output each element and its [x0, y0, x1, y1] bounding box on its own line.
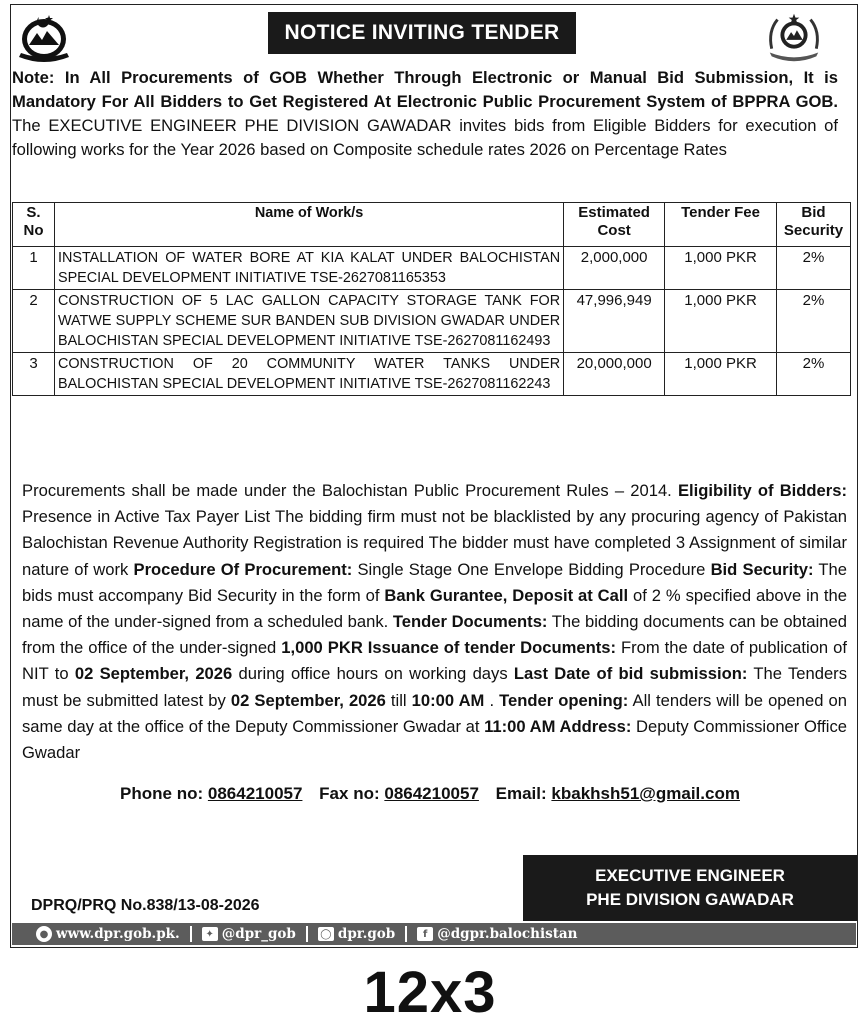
signatory-division: PHE DIVISION GAWADAR [586, 890, 794, 909]
procurement-rules-text: Procurements shall be made under the Balochistan Public Procurement Rules – 2014. [22, 481, 678, 500]
fax-number[interactable]: 0864210057 [384, 784, 479, 803]
issuance-date: 02 September, 2026 [74, 664, 233, 684]
row-sno: 3 [13, 353, 55, 396]
row-work-name: INSTALLATION OF WATER BORE AT KIA KALAT UNDER BALOCHISTAN SPECIAL DEVELOPMENT INITIATIVE TSE-2627081165353 [54, 247, 563, 290]
row-work-name: CONSTRUCTION OF 20 COMMUNITY WATER TANKS UNDER BALOCHISTAN SPECIAL DEVELOPMENT INITIATIVE TSE-2627081162243 [54, 353, 563, 396]
tender-documents-text: The bidding documents can be obtained from the office of the under-signed [22, 612, 847, 658]
intro-text: The EXECUTIVE ENGINEER PHE DIVISION GAWADAR invites bids from Eligible Bidders for execution of following works for the Year 2026 based on Composite schedule rates 2026 on Percentage Rates [12, 116, 838, 159]
ad-size-label: 12x3 [363, 960, 497, 1024]
phone-number[interactable]: 0864210057 [207, 784, 303, 803]
footer-facebook[interactable] [417, 926, 577, 942]
document-fee: 1,000 PKR [281, 638, 363, 658]
eligibility-text: Presence in Active Tax Payer List The bidding firm must not be blacklisted by any procuring agency of Pakistan Balochistan Revenue Authority Registration is required The bidder must have completed 3 Assignment of similar nature of work [22, 507, 847, 579]
row-bid-security: 2% [776, 290, 850, 353]
footer-twitter-text: @dpr_gob [221, 926, 296, 942]
footer-divider [190, 926, 192, 942]
footer-web-text: www.dpr.gob.pk. [56, 926, 180, 942]
bid-security-text-2: of 2 % specified above in the name of the under-signed from a scheduled bank. [22, 585, 847, 632]
table-row [13, 247, 851, 290]
last-date-label: Last Date of bid submission: [513, 664, 748, 684]
footer-web[interactable] [36, 926, 180, 942]
works-table [12, 202, 851, 396]
page-title-text: NOTICE INVITING TENDER [284, 21, 560, 44]
address-label: Address: [555, 716, 632, 736]
footer-divider [405, 926, 407, 942]
issuance-text-2: during office hours on working days [232, 664, 514, 684]
instagram-icon: ◯ [318, 927, 334, 941]
signatory-title: EXECUTIVE ENGINEER [595, 866, 785, 885]
signature-block [523, 855, 857, 921]
registration-note: Note: In All Procurements of GOB Whether Through Electronic or Manual Bid Submission, It is Mandatory For All Bidders to Get Registered At Electronic Public Procurement System of BPPRA GOB. [12, 68, 838, 111]
row-sno: 2 [13, 290, 55, 353]
issuance-label: Issuance of tender Documents: [362, 638, 617, 658]
row-bid-security: 2% [776, 353, 850, 396]
row-work-name: CONSTRUCTION OF 5 LAC GALLON CAPACITY STORAGE TANK FOR WATWE SUPPLY SCHEME SUR BANDEN SUB DIVISION GWADAR UNDER BALOCHISTAN SPECIAL DEVELOPMENT INITIATIVE TSE-2627081162493 [54, 290, 563, 353]
twitter-icon: ✦ [202, 927, 218, 941]
last-date-value: 02 September, 2026 [230, 690, 386, 710]
globe-icon: ● [36, 926, 52, 942]
last-time-value: 10:00 AM [411, 690, 485, 710]
contact-line [0, 782, 860, 806]
column-header-name: Name of Work/s [54, 203, 563, 247]
footer-instagram-text: dpr.gob [337, 926, 396, 942]
fax-label: Fax no: [319, 784, 380, 803]
procedure-text: Single Stage One Envelope Bidding Procedure [352, 559, 711, 579]
row-tender-fee: 1,000 PKR [665, 290, 777, 353]
footer-facebook-text: @dgpr.balochistan [437, 926, 578, 942]
tender-opening-time: 11:00 AM [484, 716, 556, 736]
last-date-dot: . [484, 690, 500, 710]
last-date-text: The Tenders must be submitted latest by [22, 664, 847, 710]
phone-label: Phone no: [120, 784, 204, 803]
last-date-till: till [385, 690, 412, 710]
row-estimated-cost: 47,996,949 [564, 290, 665, 353]
balochistan-government-emblem-icon [12, 8, 76, 66]
procurement-details [22, 478, 847, 766]
row-tender-fee: 1,000 PKR [665, 247, 777, 290]
email-label: Email: [495, 784, 547, 803]
footer-twitter[interactable] [202, 926, 296, 942]
footer-instagram[interactable] [318, 926, 395, 942]
row-estimated-cost: 20,000,000 [564, 353, 665, 396]
bid-security-label: Bid Security: [710, 559, 814, 579]
column-header-fee: Tender Fee [665, 203, 777, 247]
table-header-row [13, 203, 851, 247]
table-row [13, 353, 851, 396]
eligibility-label: Eligibility of Bidders: [677, 481, 847, 500]
column-header-cost: Estimated Cost [564, 203, 665, 247]
page-title [268, 12, 576, 54]
footer-divider [306, 926, 308, 942]
address-text: Deputy Commissioner Office Gwadar [22, 716, 847, 763]
column-header-security: Bid Security [776, 203, 850, 247]
column-header-sno: S. No [13, 203, 55, 247]
row-estimated-cost: 2,000,000 [564, 247, 665, 290]
row-tender-fee: 1,000 PKR [665, 353, 777, 396]
table-row [13, 290, 851, 353]
tender-opening-text: All tenders will be opened on same day at the office of the Deputy Commissioner Gwadar at [22, 690, 847, 736]
bid-security-text: The bids must accompany Bid Security in the form of [22, 559, 847, 605]
balochistan-government-seal-icon [762, 8, 826, 66]
facebook-icon: f [417, 927, 433, 941]
procedure-label: Procedure Of Procurement: [133, 559, 353, 579]
social-footer [12, 923, 856, 945]
bid-security-form: Bank Gurantee, Deposit at Call [384, 585, 629, 605]
row-sno: 1 [13, 247, 55, 290]
intro-paragraph [12, 66, 838, 162]
dprq-reference: DPRQ/PRQ No.838/13-08-2026 [31, 897, 260, 914]
tender-opening-label: Tender opening: [499, 690, 629, 710]
email-link[interactable]: kbakhsh51@gmail.com [551, 784, 740, 803]
row-bid-security: 2% [776, 247, 850, 290]
issuance-text: From the date of publication of NIT to [22, 638, 847, 684]
tender-documents-label: Tender Documents: [392, 612, 548, 632]
